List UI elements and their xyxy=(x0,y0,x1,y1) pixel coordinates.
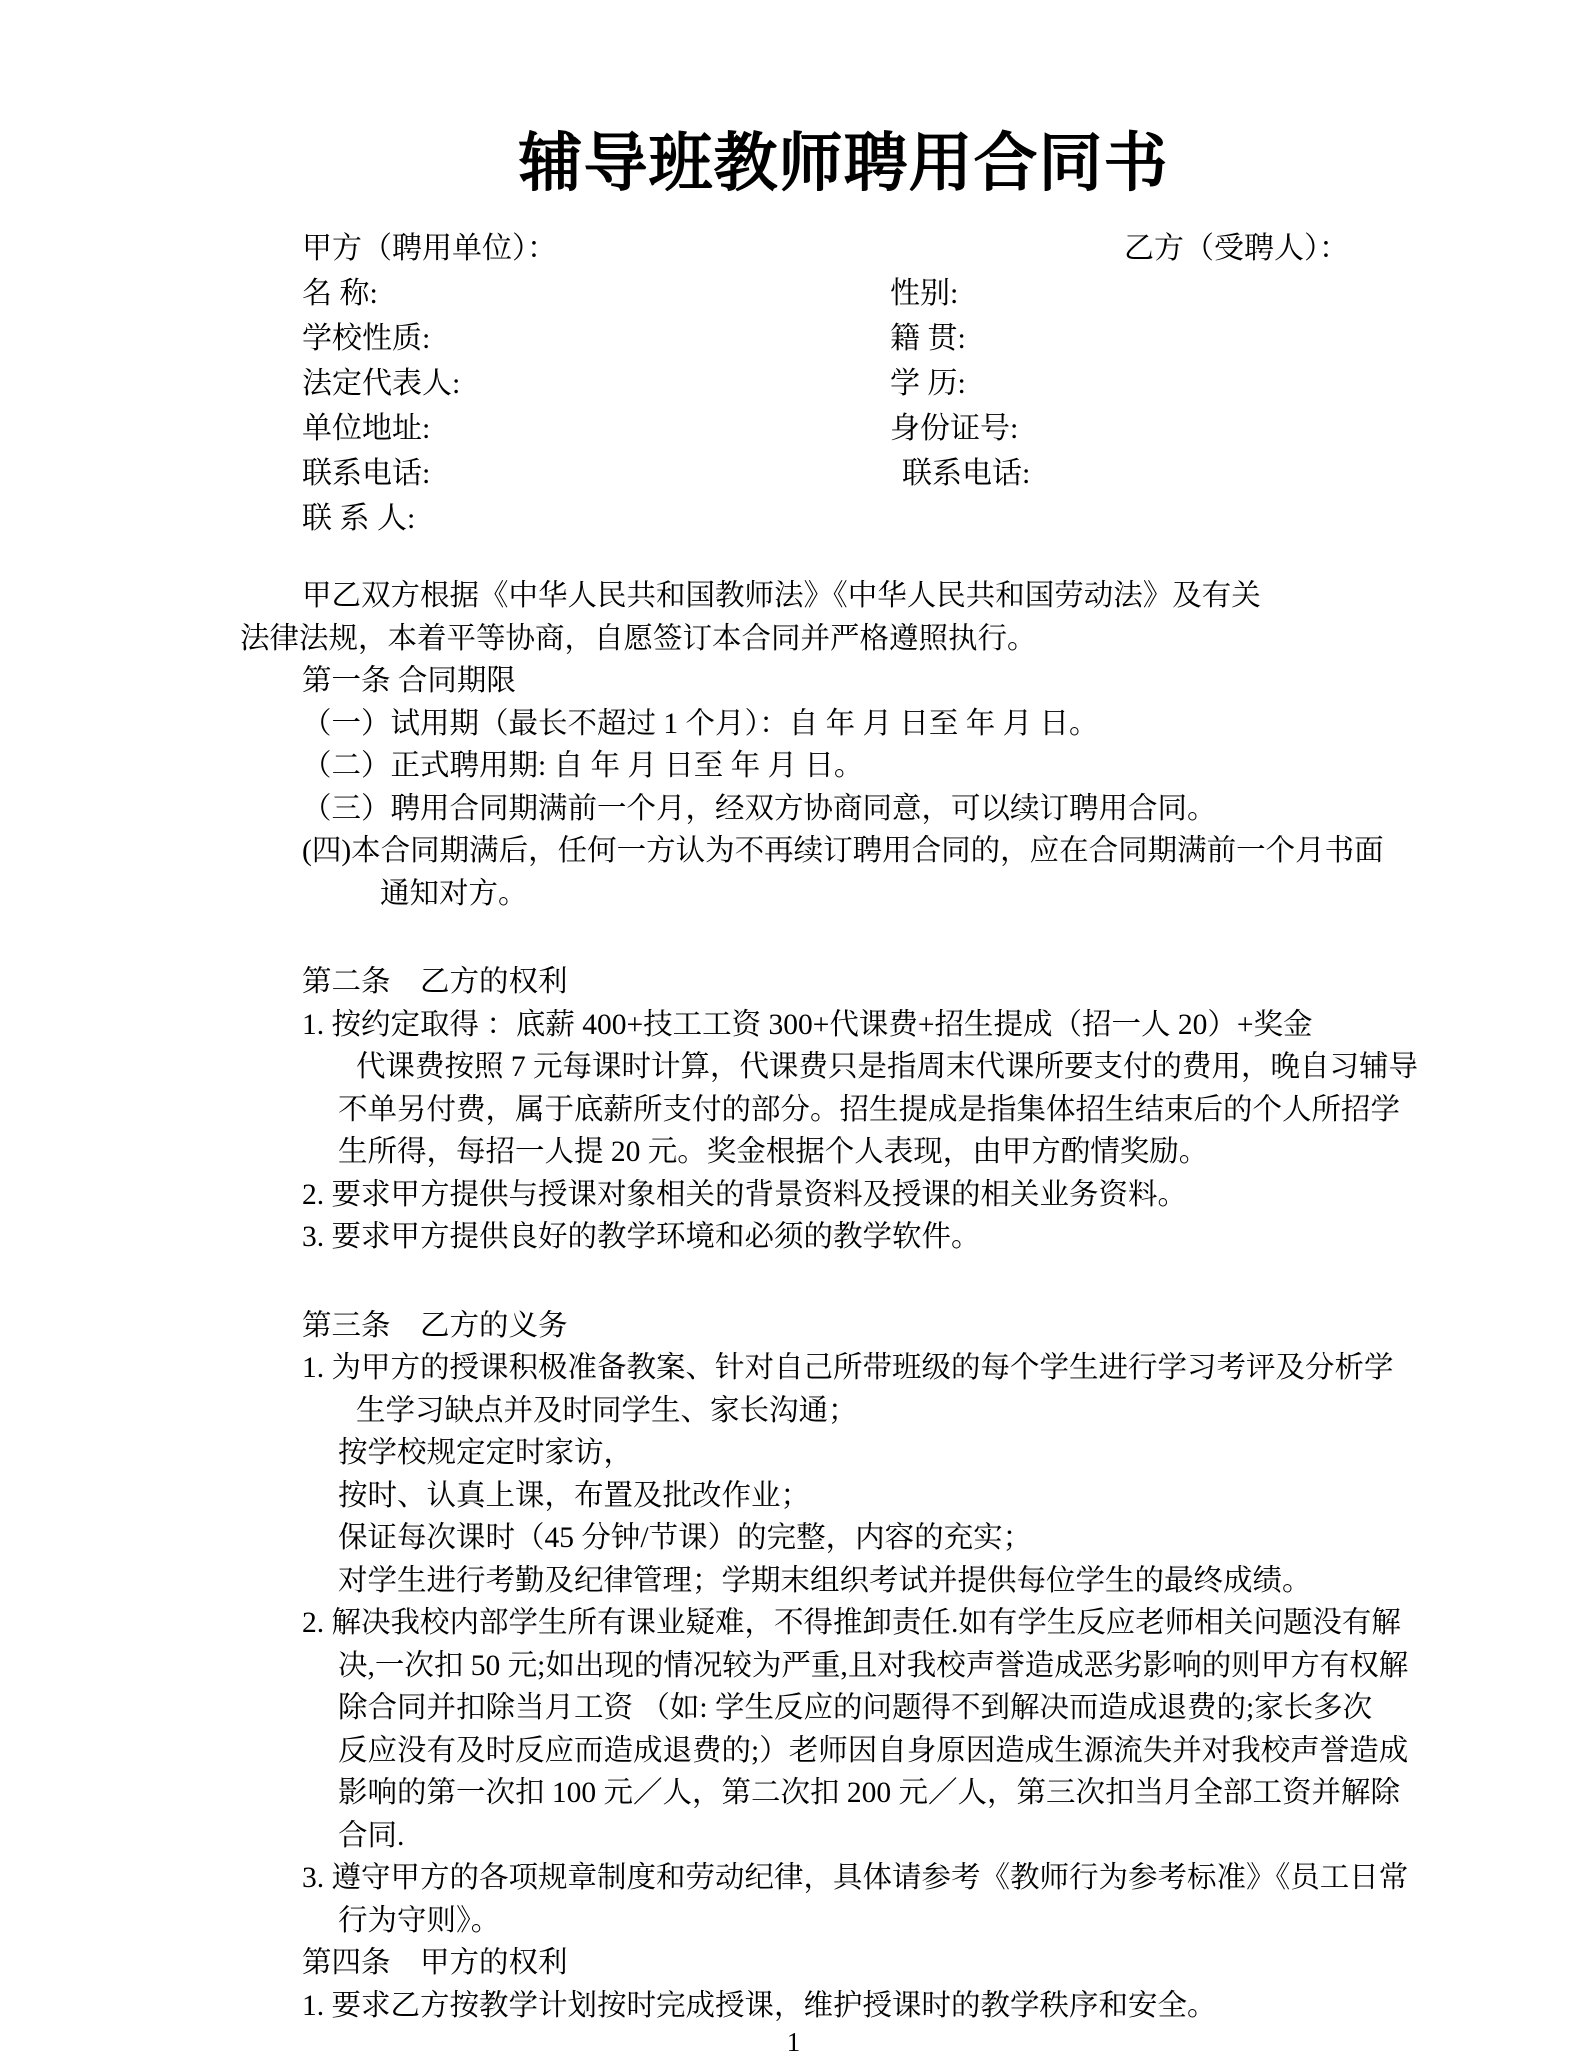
intro-line: 法律法规，本着平等协商，自愿签订本合同并严格遵照执行。 xyxy=(240,622,1037,655)
intro-line: 甲乙双方根据《中华人民共和国教师法》《中华人民共和国劳动法》及有关 xyxy=(302,580,1261,612)
clause-line: （二）正式聘用期: 自 年 月 日至 年 月 日。 xyxy=(302,750,864,782)
clause-line: 生所得，每招一人提 20 元。奖金根据个人表现，由甲方酌情奖励。 xyxy=(338,1136,1209,1168)
party-a-phone-label: 联系电话: xyxy=(302,457,431,490)
party-row-headers xyxy=(240,226,1447,271)
party-row xyxy=(240,271,1447,316)
clause-line: 不单另付费，属于底薪所支付的部分。招生提成是指集体招生结束后的个人所招学 xyxy=(338,1093,1401,1126)
clause-line: 2. 要求甲方提供与授课对象相关的背景资料及授课的相关业务资料。 xyxy=(302,1178,1188,1211)
native-place-label: 籍 贯: xyxy=(890,322,966,355)
clause-line: 除合同并扣除当月工资 （如: 学生反应的问题得不到解决而造成退费的;家长多次 xyxy=(338,1692,1373,1724)
clause-line: 按学校规定定时家访， xyxy=(338,1437,634,1469)
clause-4-heading: 第四条 甲方的权利 xyxy=(302,1947,568,1979)
clause-line: 生学习缺点并及时同学生、家长沟通； xyxy=(356,1394,858,1427)
school-type-label: 学校性质: xyxy=(302,322,431,355)
clause-line: 3. 要求甲方提供良好的教学环境和必须的教学软件。 xyxy=(302,1221,981,1253)
clause-line: 1. 为甲方的授课积极准备教案、针对自己所带班级的每个学生进行学习考评及分析学 xyxy=(302,1352,1394,1384)
document-title: 辅导班教师聘用合同书 xyxy=(518,128,1169,199)
party-b-phone-label: 联系电话: xyxy=(902,457,1031,490)
clause-line: 行为守则》。 xyxy=(338,1904,501,1937)
clause-2 xyxy=(240,961,1447,1259)
clause-line: (四)本合同期满后，任何一方认为不再续订聘用合同的，应在合同期满前一个月书面 xyxy=(302,835,1384,867)
clause-3-heading: 第三条 乙方的义务 xyxy=(302,1309,568,1342)
org-name-label: 名 称: xyxy=(302,277,378,310)
clause-line: 1. 按约定取得 ：底薪 400+技工工资 300+代课费+招生提成（招一人 20）+奖金 xyxy=(302,1008,1313,1041)
clause-line: （一）试用期（最长不超过 1 个月）：自 年 月 日至 年 月 日。 xyxy=(302,707,1099,740)
party-row xyxy=(240,496,1447,541)
clause-line: 通知对方。 xyxy=(380,877,528,910)
id-number-label: 身份证号: xyxy=(890,412,1019,445)
clause-line: 影响的第一次扣 100 元／人，第二次扣 200 元／人，第三次扣当月全部工资并解除 xyxy=(338,1777,1401,1809)
clause-line: 保证每次课时（45 分钟/节课）的完整，内容的充实； xyxy=(338,1522,1033,1554)
clause-3 xyxy=(240,1305,1447,1943)
party-info-block xyxy=(240,226,1447,541)
clause-line: 代课费按照 7 元每课时计算，代课费只是指周末代课所要支付的费用，晚自习辅导 xyxy=(356,1051,1419,1083)
clause-line: （三）聘用合同期满前一个月，经双方协商同意，可以续订聘用合同。 xyxy=(302,792,1217,825)
clause-4 xyxy=(240,1942,1447,2027)
clause-line: 合同. xyxy=(338,1819,405,1852)
clause-line: 反应没有及时反应而造成退费的;）老师因自身原因造成生源流失并对我校声誉造成 xyxy=(338,1734,1409,1767)
clause-line: 按时、认真上课，布置及批改作业； xyxy=(338,1479,811,1512)
party-row xyxy=(240,451,1447,496)
clause-line: 2. 解决我校内部学生所有课业疑难，不得推卸责任.如有学生反应老师相关问题没有解 xyxy=(302,1607,1401,1639)
party-b-label: 乙方（受聘人）： xyxy=(1124,232,1349,265)
gender-label: 性别: xyxy=(890,277,959,310)
party-row xyxy=(240,316,1447,361)
party-row xyxy=(240,406,1447,451)
clause-line: 决,一次扣 50 元;如出现的情况较为严重,且对我校声誉造成恶劣影响的则甲方有权解 xyxy=(338,1649,1409,1682)
clause-1 xyxy=(240,660,1447,915)
clause-1-heading: 第一条 合同期限 xyxy=(302,665,516,697)
party-row xyxy=(240,361,1447,406)
contract-body xyxy=(240,575,1447,2027)
clause-line: 3. 遵守甲方的各项规章制度和劳动纪律，具体请参考《教师行为参考标准》《员工日常 xyxy=(302,1862,1409,1894)
party-a-label: 甲方（聘用单位）： xyxy=(302,232,557,265)
contact-person-label: 联 系 人: xyxy=(302,502,416,535)
legal-representative-label: 法定代表人: xyxy=(302,367,461,400)
page-content xyxy=(240,0,1447,2027)
page-number: 1 xyxy=(786,2026,801,2057)
clause-line: 1. 要求乙方按教学计划按时完成授课，维护授课时的教学秩序和安全。 xyxy=(302,1989,1217,2022)
clause-2-heading: 第二条 乙方的权利 xyxy=(302,966,568,998)
education-label: 学 历: xyxy=(890,367,966,400)
org-address-label: 单位地址: xyxy=(302,412,431,445)
clause-line: 对学生进行考勤及纪律管理；学期末组织考试并提供每位学生的最终成绩。 xyxy=(338,1564,1312,1597)
